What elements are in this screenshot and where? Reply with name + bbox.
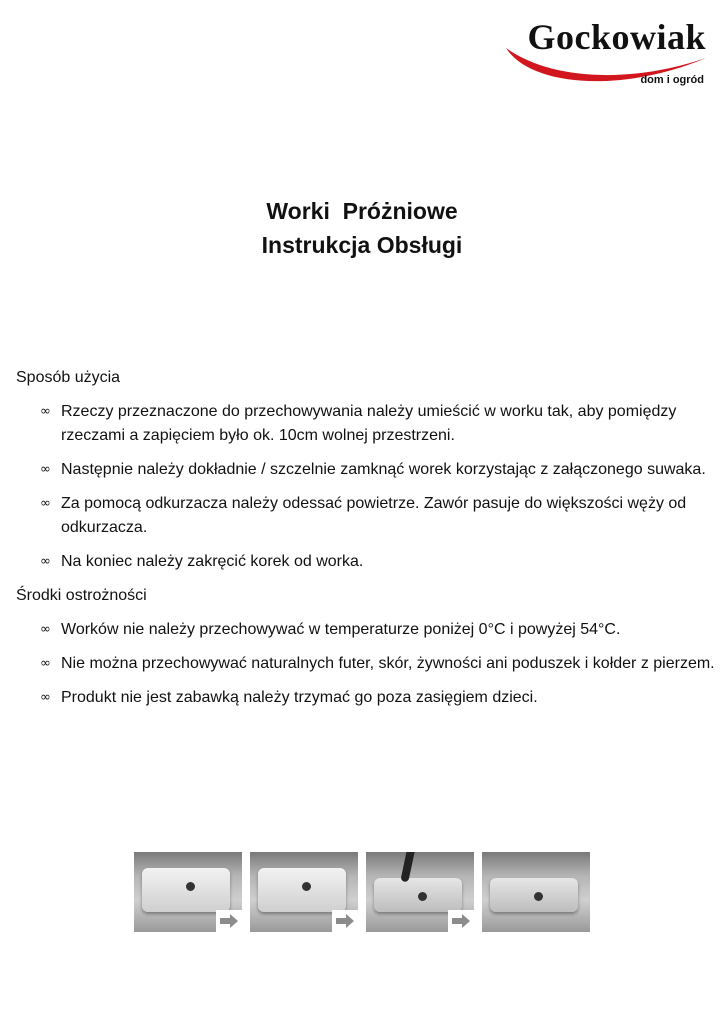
list-item: ∞ Nie można przechowywać naturalnych futer, skór, żywności ani poduszek i kołder z pierzem. [16,652,716,676]
precautions-list [16,618,716,710]
infinity-bullet-icon: ∞ [40,404,51,419]
list-item: ∞ Na koniec należy zakręcić korek od worka. [16,550,716,574]
infinity-bullet-icon: ∞ [40,690,51,705]
list-item: ∞ Worków nie należy przechowywać w temperaturze poniżej 0°C i powyżej 54°C. [16,618,716,642]
list-item: ∞ Następnie należy dokładnie / szczelnie zamknąć worek korzystając z załączonego suwaka. [16,458,716,482]
list-item: ∞ Rzeczy przeznaczone do przechowywania należy umieścić w worku tak, aby pomiędzy rzeczami a zapięciem było ok. 10cm wolnej przestrzeni. [16,400,716,448]
bag-shape [142,868,230,912]
document-subtitle: Instrukcja Obsługi [261,232,463,258]
infinity-bullet-icon: ∞ [40,656,51,671]
usage-list [16,400,716,574]
section-heading-usage: Sposób użycia [16,369,121,386]
instruction-photos [134,852,590,932]
brand-logo [500,8,716,90]
infinity-bullet-icon: ∞ [40,554,51,569]
arrow-right-icon [216,910,242,932]
bag-shape [258,868,346,912]
valve-icon [186,882,195,891]
photo-flat-bag [482,852,590,932]
section-heading-precautions: Środki ostrożności [16,587,147,604]
logo-tagline: dom i ogród [640,74,704,86]
photo-full-bag [134,852,242,932]
valve-icon [302,882,311,891]
arrow-right-icon [332,910,358,932]
valve-icon [418,892,427,901]
arrow-right-icon [448,910,474,932]
infinity-bullet-icon: ∞ [40,462,51,477]
infinity-bullet-icon: ∞ [40,622,51,637]
valve-icon [534,892,543,901]
photo-vacuum-hose [366,852,474,932]
document-title: Worki Próżniowe [266,198,458,224]
logo-wordmark: Gockowiak [527,17,706,57]
list-item: ∞ Za pomocą odkurzacza należy odessać powietrze. Zawór pasuje do większości węży od odkurzacza. [16,492,716,540]
bag-shape [490,878,578,912]
infinity-bullet-icon: ∞ [40,496,51,511]
list-item: ∞ Produkt nie jest zabawką należy trzymać go poza zasięgiem dzieci. [16,686,716,710]
photo-closing-zipper [250,852,358,932]
bag-shape [374,878,462,912]
document-body [16,366,716,720]
